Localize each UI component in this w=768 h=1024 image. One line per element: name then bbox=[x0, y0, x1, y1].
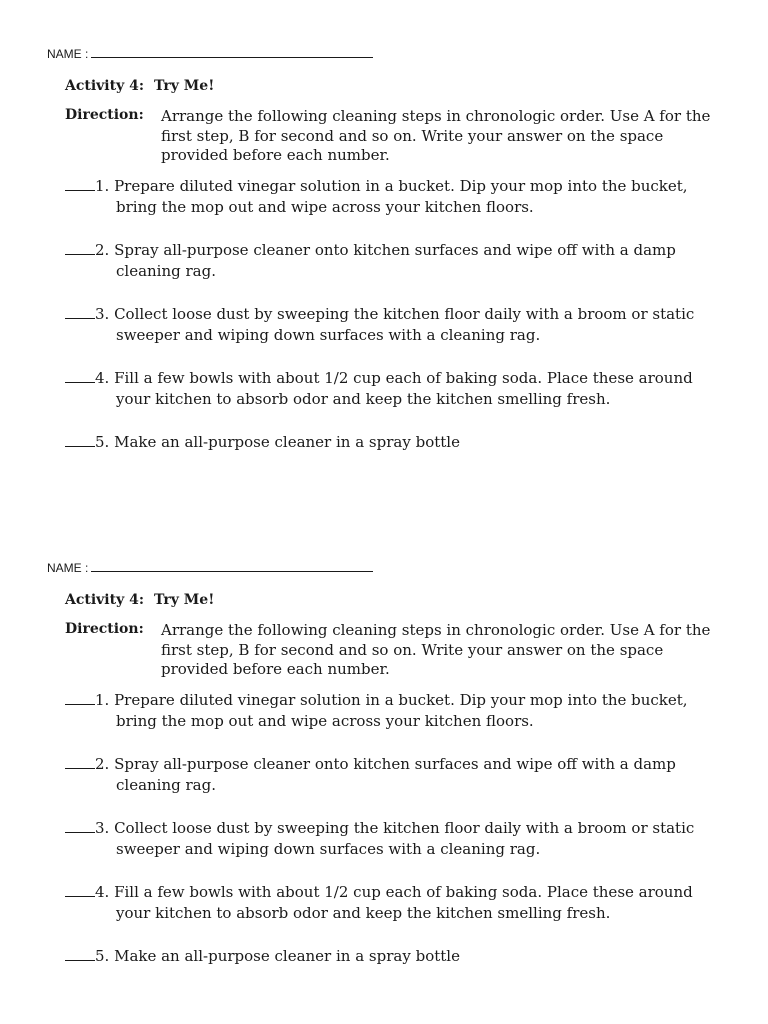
answer-blank[interactable] bbox=[65, 243, 95, 255]
item-text: Make an all-purpose cleaner in a spray bottle bbox=[109, 947, 460, 965]
answer-blank[interactable] bbox=[65, 371, 95, 383]
answer-blank[interactable] bbox=[65, 885, 95, 897]
direction-label: Direction: bbox=[65, 107, 144, 123]
answer-blank[interactable] bbox=[65, 307, 95, 319]
item-text: Spray all-purpose cleaner onto kitchen surfaces and wipe off with a damp bbox=[109, 241, 676, 259]
direction-line: Arrange the following cleaning steps in chronologic order. Use A for the bbox=[161, 107, 711, 125]
item-text: Collect loose dust by sweeping the kitchen floor daily with a broom or static bbox=[109, 819, 695, 837]
list-item bbox=[65, 754, 735, 796]
item-text-continued: your kitchen to absorb odor and keep the kitchen smelling fresh. bbox=[116, 904, 611, 922]
answer-blank[interactable] bbox=[65, 693, 95, 705]
activity-subtitle: Try Me! bbox=[154, 78, 215, 94]
list-item bbox=[65, 432, 735, 453]
item-number: 5. bbox=[95, 947, 110, 965]
name-row bbox=[47, 46, 373, 61]
item-text-continued: sweeper and wiping down surfaces with a cleaning rag. bbox=[116, 326, 541, 344]
item-text: Collect loose dust by sweeping the kitchen floor daily with a broom or static bbox=[109, 305, 695, 323]
item-text: Fill a few bowls with about 1/2 cup each of baking soda. Place these around bbox=[109, 883, 693, 901]
answer-blank[interactable] bbox=[65, 821, 95, 833]
item-text-continued: your kitchen to absorb odor and keep the kitchen smelling fresh. bbox=[116, 390, 611, 408]
item-number: 5. bbox=[95, 433, 110, 451]
activity-title bbox=[65, 592, 214, 608]
item-text-continued: sweeper and wiping down surfaces with a cleaning rag. bbox=[116, 840, 541, 858]
answer-blank[interactable] bbox=[65, 179, 95, 191]
direction-line: first step, B for second and so on. Write your answer on the space bbox=[161, 126, 664, 145]
activity-title bbox=[65, 78, 214, 94]
item-number: 2. bbox=[95, 241, 110, 259]
list-item bbox=[65, 240, 735, 282]
name-row bbox=[47, 560, 373, 575]
item-text: Make an all-purpose cleaner in a spray bottle bbox=[109, 433, 460, 451]
item-text: Prepare diluted vinegar solution in a bucket. Dip your mop into the bucket, bbox=[109, 691, 688, 709]
direction-line: first step, B for second and so on. Write your answer on the space bbox=[161, 640, 664, 659]
item-number: 2. bbox=[95, 755, 110, 773]
item-number: 4. bbox=[95, 369, 110, 387]
worksheet-2 bbox=[0, 514, 768, 1014]
direction-line: provided before each number. bbox=[161, 660, 390, 678]
item-number: 3. bbox=[95, 305, 110, 323]
activity-number: Activity 4: bbox=[65, 78, 145, 94]
name-label: NAME : bbox=[47, 47, 89, 61]
list-item bbox=[65, 368, 735, 410]
item-number: 1. bbox=[95, 691, 110, 709]
item-text-continued: bring the mop out and wipe across your kitchen floors. bbox=[116, 712, 534, 730]
list-item bbox=[65, 882, 735, 924]
direction-text bbox=[161, 621, 721, 680]
item-text-continued: cleaning rag. bbox=[116, 262, 216, 280]
item-text: Spray all-purpose cleaner onto kitchen surfaces and wipe off with a damp bbox=[109, 755, 676, 773]
name-blank[interactable] bbox=[91, 46, 373, 58]
item-text-continued: cleaning rag. bbox=[116, 776, 216, 794]
direction-line: provided before each number. bbox=[161, 146, 390, 164]
list-item bbox=[65, 818, 735, 860]
direction-line: Arrange the following cleaning steps in chronologic order. Use A for the bbox=[161, 621, 711, 639]
name-blank[interactable] bbox=[91, 560, 373, 572]
direction-label: Direction: bbox=[65, 621, 144, 637]
list-item bbox=[65, 176, 735, 218]
item-number: 4. bbox=[95, 883, 110, 901]
item-number: 3. bbox=[95, 819, 110, 837]
answer-blank[interactable] bbox=[65, 949, 95, 961]
worksheet-1 bbox=[0, 0, 768, 500]
item-number: 1. bbox=[95, 177, 110, 195]
item-text: Fill a few bowls with about 1/2 cup each of baking soda. Place these around bbox=[109, 369, 693, 387]
activity-number: Activity 4: bbox=[65, 592, 145, 608]
answer-blank[interactable] bbox=[65, 435, 95, 447]
list-item bbox=[65, 304, 735, 346]
activity-subtitle: Try Me! bbox=[154, 592, 215, 608]
list-item bbox=[65, 690, 735, 732]
list-item bbox=[65, 946, 735, 967]
answer-blank[interactable] bbox=[65, 757, 95, 769]
item-text-continued: bring the mop out and wipe across your kitchen floors. bbox=[116, 198, 534, 216]
item-text: Prepare diluted vinegar solution in a bucket. Dip your mop into the bucket, bbox=[109, 177, 688, 195]
name-label: NAME : bbox=[47, 561, 89, 575]
direction-text bbox=[161, 107, 721, 166]
